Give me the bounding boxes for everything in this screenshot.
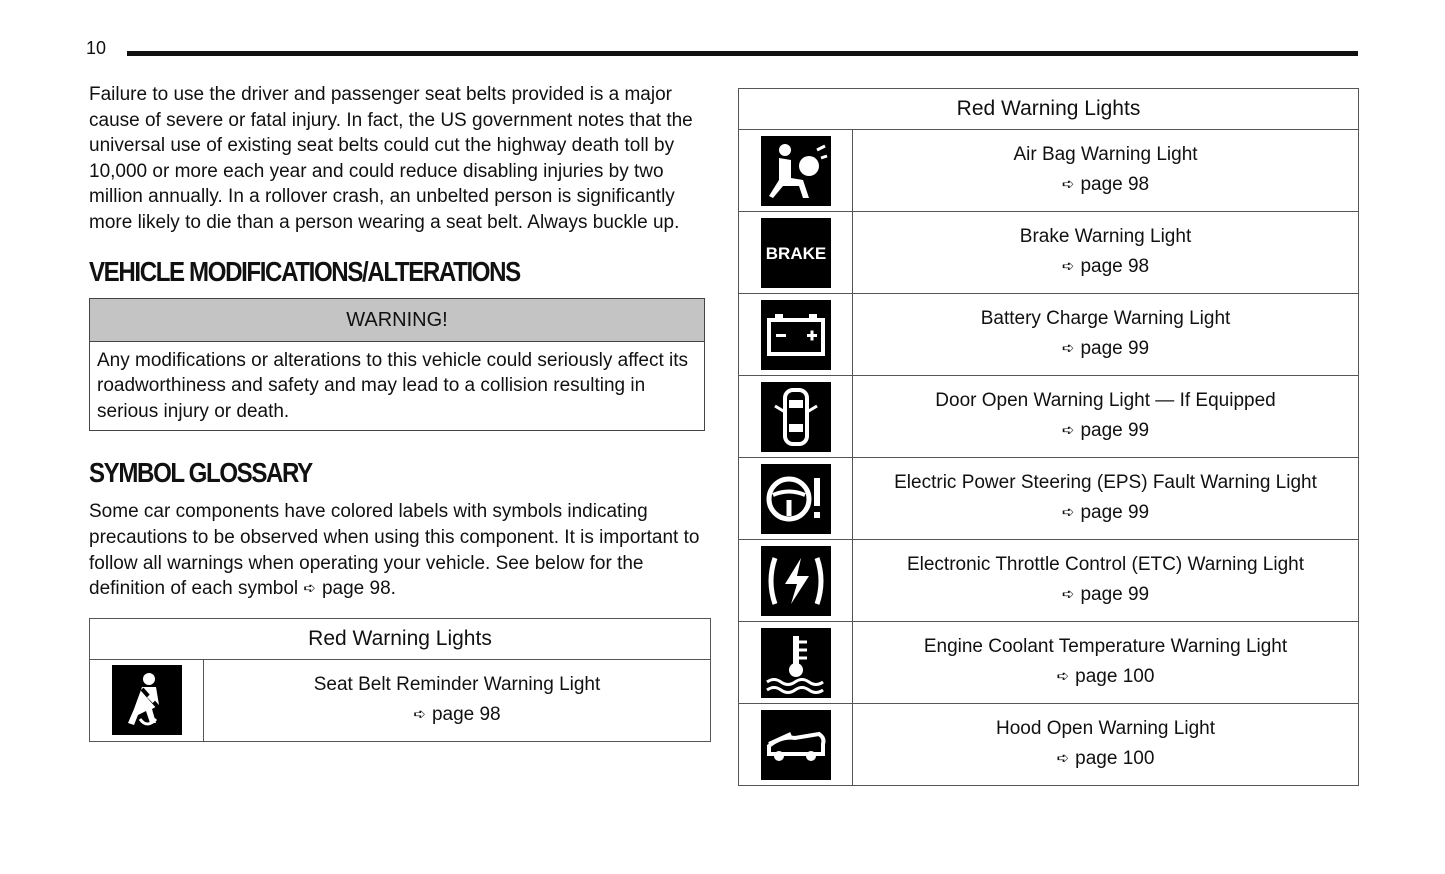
- table-row: [739, 622, 1359, 704]
- table-row: [739, 540, 1359, 622]
- row-page-ref: ➪ page 99: [1061, 338, 1150, 359]
- page-ref-arrow-icon: ➪: [1061, 586, 1075, 603]
- row-label: Engine Coolant Temperature Warning Light: [923, 636, 1288, 657]
- page-ref-arrow-icon: ➪: [1056, 750, 1070, 767]
- page-ref-arrow-icon: ➪: [1061, 504, 1075, 521]
- page-number: 10: [86, 38, 107, 58]
- glossary-text: Some car components have colored labels with symbols indicating precautions to be observed when using this component. It is important to follow all warnings when operating your vehicle. See below for the definition of each symbol: [89, 501, 700, 600]
- air-bag-icon: [761, 136, 831, 206]
- glossary-page-ref: page 98.: [321, 578, 396, 600]
- table-row: [739, 704, 1359, 786]
- row-page-ref: ➪ page 100: [1056, 748, 1155, 769]
- row-label: Air Bag Warning Light: [1013, 144, 1198, 165]
- table-row: [739, 294, 1359, 376]
- left-column: [89, 82, 709, 742]
- page-ref-arrow-icon: ➪: [1056, 668, 1070, 685]
- svg-text:BRAKE: BRAKE: [765, 243, 826, 263]
- throttle-control-icon: [761, 546, 831, 616]
- row-page-ref: ➪ page 98: [1061, 174, 1150, 195]
- battery-icon: [761, 300, 831, 370]
- seat-belt-intro-paragraph: Failure to use the driver and passenger seat belts provided is a major cause of severe or fatal injury. In fact, the US government notes that the universal use of existing seat belts could cut the highway death toll by 10,000 or more each year and could reduce disabling injuries by two million annually. In a rollover crash, an unbelted person is significantly more likely to die than a person wearing a seat belt. Always buckle up.: [89, 84, 693, 233]
- row-page-ref: ➪ page 98: [413, 703, 501, 725]
- vehicle-modifications-heading: VEHICLE MODIFICATIONS/ALTERATIONS: [89, 255, 520, 287]
- door-open-icon: [761, 382, 831, 452]
- row-label: Door Open Warning Light — If Equipped: [935, 390, 1276, 411]
- row-label: Electronic Throttle Control (ETC) Warning Light: [906, 554, 1305, 575]
- seat-belt-icon: [112, 665, 182, 735]
- warning-text: Any modifications or alterations to this vehicle could seriously affect its roadworthiness and safety and may lead to a collision resulting in serious injury or death.: [97, 349, 689, 422]
- table-row: [739, 130, 1359, 212]
- table-row: [739, 212, 1359, 294]
- right-table-title: Red Warning Lights: [739, 89, 1359, 130]
- row-label: Brake Warning Light: [1019, 226, 1192, 247]
- warning-box: [89, 298, 705, 432]
- steering-fault-icon: [761, 464, 831, 534]
- page-ref-arrow-icon: ➪: [1061, 422, 1075, 439]
- brake-icon: [761, 218, 831, 288]
- page-ref-arrow-icon: ➪: [1061, 176, 1075, 193]
- glossary-paragraph: [89, 499, 709, 602]
- hood-open-icon: [761, 710, 831, 780]
- row-page-ref: ➪ page 99: [1061, 502, 1150, 523]
- page-ref-arrow-icon: ➪: [1061, 340, 1075, 357]
- right-warning-table: [738, 88, 1359, 786]
- row-page-ref: ➪ page 99: [1061, 584, 1150, 605]
- coolant-temperature-icon: [761, 628, 831, 698]
- left-table-title: Red Warning Lights: [90, 618, 711, 659]
- page-ref-arrow-icon: ➪: [413, 705, 426, 723]
- warning-title: WARNING!: [90, 299, 704, 342]
- row-label: Seat Belt Reminder Warning Light: [313, 673, 601, 695]
- left-warning-table: [89, 618, 711, 742]
- table-row: [739, 458, 1359, 540]
- row-page-ref: ➪ page 99: [1061, 420, 1150, 441]
- row-page-ref: ➪ page 98: [1061, 256, 1150, 277]
- page-ref-arrow-icon: ➪: [303, 580, 316, 598]
- table-row: [90, 659, 711, 741]
- row-page-ref: ➪ page 100: [1056, 666, 1155, 687]
- table-row: [739, 376, 1359, 458]
- header-rule: [127, 51, 1358, 56]
- row-label: Electric Power Steering (EPS) Fault Warning Light: [894, 472, 1317, 493]
- row-label: Hood Open Warning Light: [996, 718, 1215, 739]
- page-ref-arrow-icon: ➪: [1061, 258, 1075, 275]
- symbol-glossary-heading: SYMBOL GLOSSARY: [89, 457, 312, 489]
- row-label: Battery Charge Warning Light: [980, 308, 1231, 329]
